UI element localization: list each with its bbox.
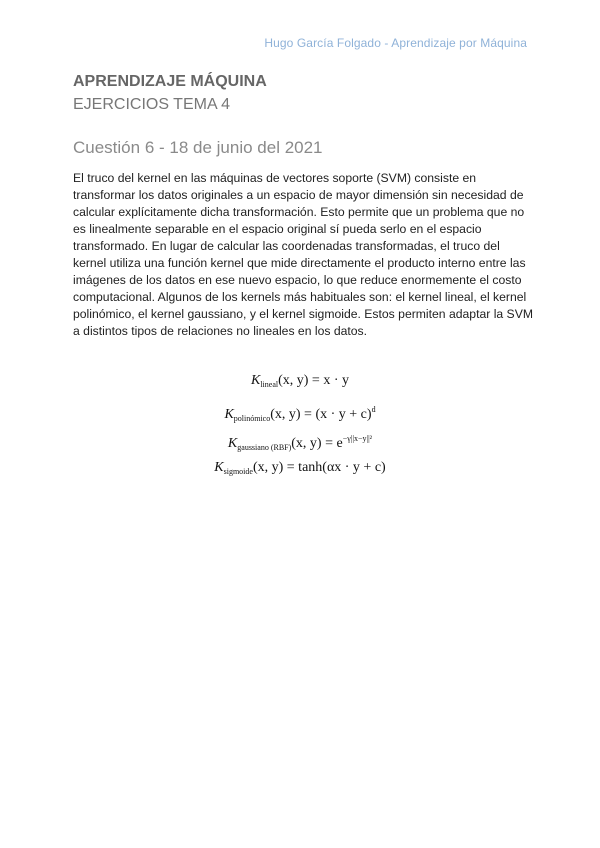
formula-exponent: −γ||x−y||² — [342, 434, 373, 443]
formula-rhs: (x, y) = tanh(αx · y + c) — [252, 460, 386, 475]
formula-symbol: K — [227, 436, 238, 451]
formula-symbol: K — [224, 407, 234, 422]
formula-subscript: sigmoide — [223, 467, 253, 476]
formula-rhs: (x, y) = e — [291, 436, 343, 451]
document-title: APRENDIZAJE MÁQUINA — [73, 73, 267, 90]
formula-block — [0, 366, 600, 482]
running-header: Hugo García Folgado - Aprendizaje por Máquina — [264, 36, 527, 50]
formula-symbol: K — [250, 373, 261, 388]
formula-linear-kernel — [0, 366, 600, 395]
formula-gaussian-kernel — [0, 424, 600, 453]
formula-subscript: gaussiano (RBF) — [237, 443, 292, 452]
body-paragraph: El truco del kernel en las máquinas de vectores soporte (SVM) consiste en transformar los datos originales a un espacio de mayor dimensión sin necesidad de calcular explícitamente dicha transformación. Esto permite que un problema que no es linealmente separable en el espacio original sí pueda serlo en el espacio transformado. En lugar de calcular las coordenadas transformadas, el truco del kernel utiliza una función kernel que mide directamente el producto interno entre las imágenes de los datos en ese nuevo espacio, lo que reduce enormemente el costo computacional. Algunos de los kernels más habituales son: el kernel lineal, el kernel polinómico, el kernel gaussiano, y el kernel sigmoide. Estos permiten adaptar la SVM a distintos tipos de relaciones no lineales en los datos. — [73, 171, 533, 338]
formula-rhs: (x, y) = x · y — [278, 373, 349, 388]
formula-sigmoid-kernel — [0, 453, 600, 482]
formula-subscript: lineal — [260, 380, 279, 389]
document-subtitle: EJERCICIOS TEMA 4 — [73, 96, 231, 113]
formula-exponent: d — [371, 405, 376, 414]
formula-polynomial-kernel — [0, 395, 600, 424]
formula-subscript: polinómico — [233, 414, 271, 423]
section-heading: Cuestión 6 - 18 de junio del 2021 — [73, 138, 323, 157]
formula-symbol: K — [214, 460, 224, 475]
formula-rhs: (x, y) = (x · y + c) — [270, 407, 372, 422]
